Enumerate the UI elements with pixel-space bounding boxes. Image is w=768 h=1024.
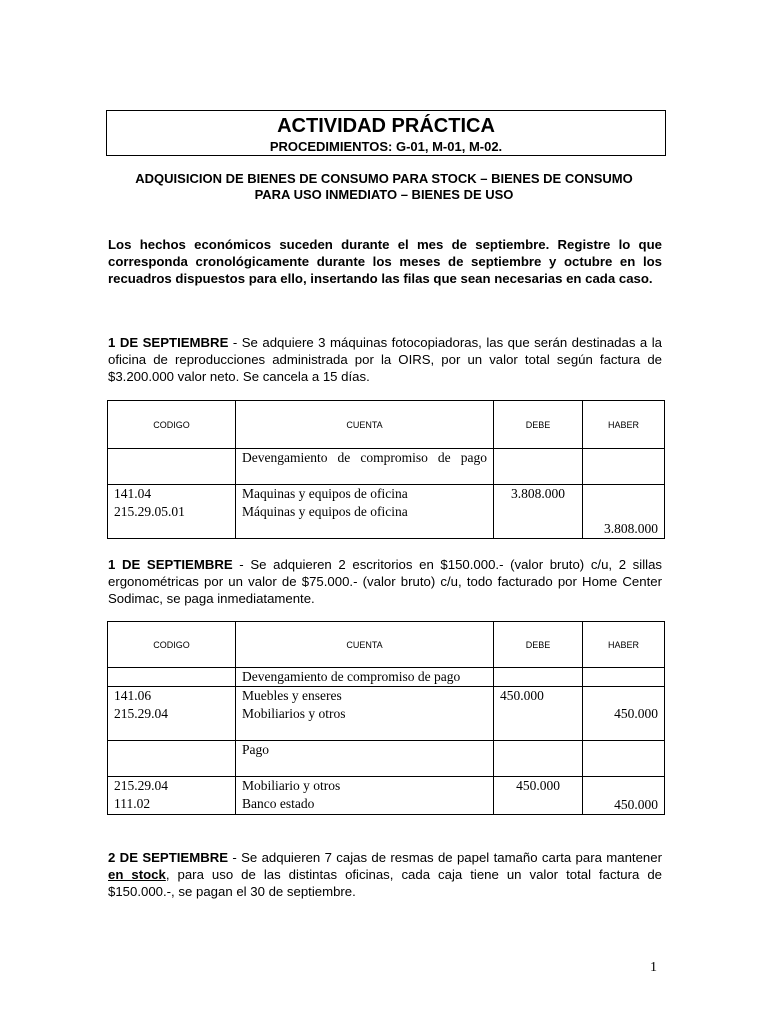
intro-paragraph: Los hechos económicos suceden durante el mes de septiembre. Registre lo que corresponda cronológicamente durante los meses de septiembre y octubre en los recuadros dispuestos para ello, insertando las filas que sean necesarias en cada caso. bbox=[108, 237, 662, 286]
haber-cell bbox=[583, 485, 665, 539]
debe-cell bbox=[494, 687, 583, 741]
item3-text-b: , para uso de las distintas oficinas, cada caja tiene un valor total factura de $150.000.-, se pagan el 30 de septiembre. bbox=[108, 867, 662, 899]
ledger-table-1 bbox=[107, 400, 665, 539]
table-row bbox=[108, 687, 665, 741]
item1-text: - Se adquiere 3 máquinas fotocopiadoras, las que serán destinadas a la oficina de reproducciones administrada por la OIRS, por un valor total según factura de $3.200.000 valor neto. Se cancela a 15 días. bbox=[108, 335, 662, 384]
col-cuenta: CUENTA bbox=[236, 401, 494, 449]
table-row bbox=[108, 668, 665, 687]
col-codigo: CODIGO bbox=[108, 401, 236, 449]
subtitle-line-2: PARA USO INMEDIATO – BIENES DE USO bbox=[254, 187, 514, 202]
item3-text-a: - Se adquieren 7 cajas de resmas de papel tamaño carta para mantener bbox=[228, 850, 662, 865]
codes-cell bbox=[108, 687, 236, 741]
cell-empty bbox=[583, 741, 665, 777]
cell-empty bbox=[583, 668, 665, 687]
col-debe: DEBE bbox=[494, 401, 583, 449]
document-title: ACTIVIDAD PRÁCTICA bbox=[277, 115, 495, 137]
table-header-row bbox=[108, 401, 665, 449]
section-label-text: Pago bbox=[242, 742, 269, 757]
item2-text: - Se adquieren 2 escritorios en $150.000.- (valor bruto) c/u, 2 sillas ergonométricas por un valor de $75.000.- (valor bruto) c/u, todo facturado por Home Center Sodimac, se paga inmediatamente. bbox=[108, 557, 662, 606]
haber-amount: 3.808.000 bbox=[604, 521, 658, 536]
table-row bbox=[108, 485, 665, 539]
col-codigo: CODIGO bbox=[108, 622, 236, 668]
table-header-row bbox=[108, 622, 665, 668]
page-number: 1 bbox=[650, 960, 657, 975]
cell-empty bbox=[494, 668, 583, 687]
section-label bbox=[236, 449, 494, 485]
cell-empty bbox=[494, 449, 583, 485]
section-label-text: Devengamiento de compromiso de pago bbox=[242, 450, 487, 465]
debe-amount: 450.000 bbox=[500, 688, 544, 703]
title-box bbox=[106, 110, 666, 156]
codes-cell bbox=[108, 485, 236, 539]
haber-cell bbox=[583, 687, 665, 741]
subtitle-line-1: ADQUISICION DE BIENES DE CONSUMO PARA STOCK – BIENES DE CONSUMO bbox=[135, 171, 633, 186]
item2-date: 1 DE SEPTIEMBRE bbox=[108, 557, 233, 572]
cell-empty bbox=[494, 741, 583, 777]
code: 141.06 bbox=[114, 688, 152, 703]
code: 111.02 bbox=[114, 796, 151, 811]
account: Máquinas y equipos de oficina bbox=[242, 504, 408, 519]
item3-emphasis: en stock bbox=[108, 867, 166, 882]
col-haber: HABER bbox=[583, 401, 665, 449]
accounts-cell bbox=[236, 687, 494, 741]
col-debe: DEBE bbox=[494, 622, 583, 668]
section-label bbox=[236, 741, 494, 777]
spacer-line bbox=[589, 687, 658, 705]
col-haber: HABER bbox=[583, 622, 665, 668]
section-label-text: Devengamiento de compromiso de pago bbox=[242, 669, 461, 684]
debe-cell bbox=[494, 777, 583, 815]
debe-cell bbox=[494, 485, 583, 539]
code: 141.04 bbox=[114, 486, 152, 501]
haber-amount: 450.000 bbox=[614, 797, 658, 812]
ledger-table-2 bbox=[107, 621, 665, 815]
debe-amount: 450.000 bbox=[516, 778, 560, 793]
table-row bbox=[108, 777, 665, 815]
haber-cell bbox=[583, 777, 665, 815]
item1-paragraph bbox=[108, 334, 662, 385]
item2-paragraph bbox=[108, 556, 662, 607]
table-row bbox=[108, 741, 665, 777]
debe-amount: 3.808.000 bbox=[511, 486, 565, 501]
item3-date: 2 DE SEPTIEMBRE bbox=[108, 850, 229, 865]
accounts-cell bbox=[236, 777, 494, 815]
procedures-line: PROCEDIMIENTOS: G-01, M-01, M-02. bbox=[269, 139, 503, 154]
code: 215.29.04 bbox=[114, 706, 168, 721]
account: Banco estado bbox=[242, 796, 315, 811]
code: 215.29.04 bbox=[114, 778, 168, 793]
col-cuenta: CUENTA bbox=[236, 622, 494, 668]
cell-empty bbox=[108, 668, 236, 687]
section-label bbox=[236, 668, 494, 687]
document-subtitle bbox=[106, 171, 662, 203]
haber-amount: 450.000 bbox=[614, 706, 658, 721]
account: Mobiliarios y otros bbox=[242, 706, 346, 721]
table-row bbox=[108, 449, 665, 485]
accounts-cell bbox=[236, 485, 494, 539]
account: Maquinas y equipos de oficina bbox=[242, 486, 408, 501]
account: Mobiliario y otros bbox=[242, 778, 341, 793]
item1-date: 1 DE SEPTIEMBRE bbox=[108, 335, 229, 350]
cell-empty bbox=[108, 741, 236, 777]
cell-empty bbox=[108, 449, 236, 485]
codes-cell bbox=[108, 777, 236, 815]
item3-paragraph bbox=[108, 849, 662, 900]
code: 215.29.05.01 bbox=[114, 504, 185, 519]
cell-empty bbox=[583, 449, 665, 485]
account: Muebles y enseres bbox=[242, 688, 342, 703]
